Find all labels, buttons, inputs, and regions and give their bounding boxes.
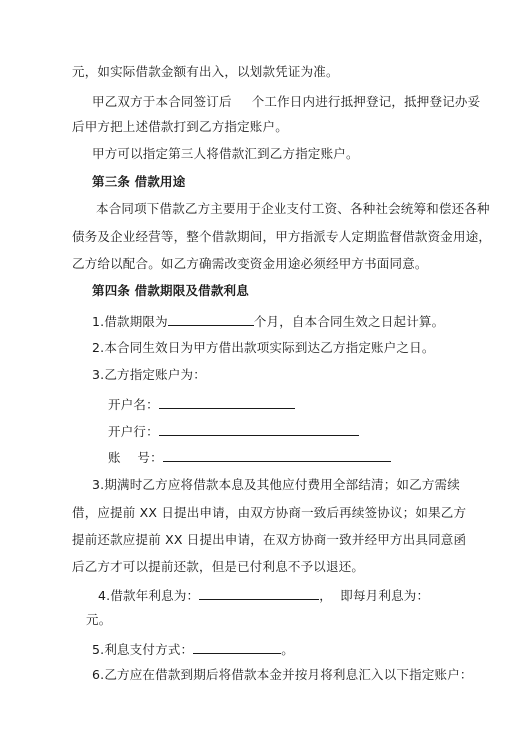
text-segment: ， 即每月利息为： — [319, 588, 430, 603]
text-line: 提前还款应提前 XX 日提出申请，在双方协商一致并经甲方出具同意函 — [72, 532, 467, 547]
text-line: 甲方可以指定第三人将借款汇到乙方指定账户。 — [92, 146, 359, 161]
field-label: 开户行： — [108, 424, 159, 439]
field-label: 账 号： — [108, 450, 163, 465]
text-segment: 甲乙双方于本合同签订后 — [92, 94, 232, 109]
text-line: 6.乙方应在借款到期后将借款本金并按月将利息汇入以下指定账户： — [92, 667, 473, 682]
fill-blank-payment-method — [193, 640, 281, 654]
text-segment: 5.利息支付方式： — [92, 642, 194, 657]
text-line — [92, 312, 444, 330]
text-line: 借，应提前 XX 日提出申请，由双方协商一致后再续签协议；如果乙方 — [72, 505, 467, 520]
text-line — [92, 94, 480, 110]
text-line: 2.本合同生效日为甲方借出款项实际到达乙方指定账户之日。 — [92, 340, 435, 355]
fill-blank-account-number — [163, 448, 391, 462]
section-heading: 第四条 借款期限及借款利息 — [92, 283, 249, 298]
fill-blank-loan-term — [168, 312, 254, 326]
text-segment: 。 — [281, 642, 294, 657]
text-line: 后乙方才可以提前还款，但是已付利息不予以退还。 — [72, 559, 365, 574]
fill-blank-annual-interest — [199, 586, 319, 600]
text-segment: 4.借款年利息为： — [98, 588, 200, 603]
fill-blank-account-name — [159, 395, 295, 409]
text-segment: 个工作日内进行抵押登记，抵押登记办妥 — [251, 94, 481, 109]
fill-blank-bank — [159, 422, 359, 436]
text-line — [98, 586, 429, 604]
field-label: 开户名： — [108, 397, 159, 412]
text-line — [108, 448, 391, 466]
text-segment: 个月，自本合同生效之日起计算。 — [253, 314, 445, 329]
text-line: 3.期满时乙方应将借款本息及其他应付费用全部结清；如乙方需续 — [92, 477, 460, 492]
text-line: 债务及企业经营等，整个借款期间，甲方指派专人定期监督借款资金用途， — [72, 229, 492, 244]
section-heading: 第三条 借款用途 — [92, 174, 186, 189]
text-line: 本合同项下借款乙方主要用于企业支付工资、各种社会统筹和偿还各种 — [96, 201, 490, 216]
text-line — [108, 422, 359, 440]
text-line: 后甲方把上述借款打到乙方指定账户。 — [72, 119, 288, 134]
text-line — [92, 640, 294, 658]
text-line — [108, 395, 295, 413]
text-line: 元。 — [86, 612, 112, 627]
text-segment: 1.借款期限为 — [92, 314, 168, 329]
text-line: 元，如实际借款金额有出入，以划款凭证为准。 — [72, 64, 339, 79]
text-line: 3.乙方指定账户为： — [92, 367, 206, 382]
text-line: 乙方给以配合。如乙方确需改变资金用途必须经甲方书面同意。 — [72, 256, 428, 271]
